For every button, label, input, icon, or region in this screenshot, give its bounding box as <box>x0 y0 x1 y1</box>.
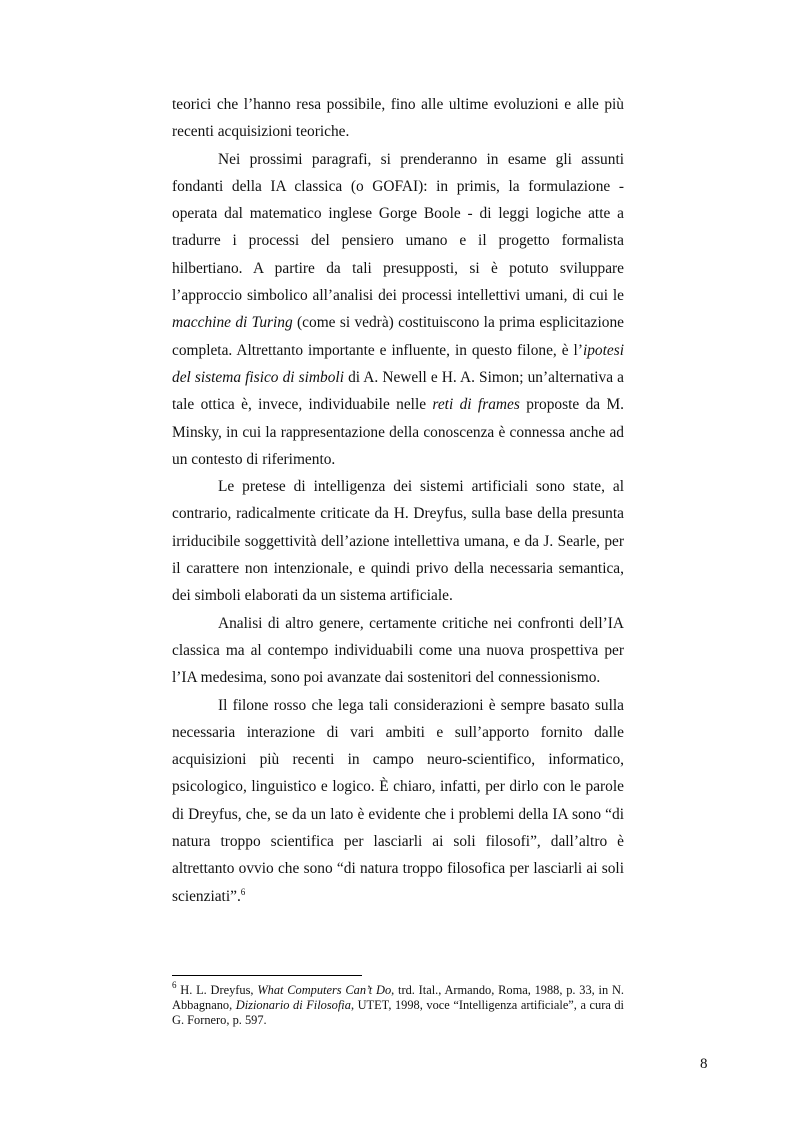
text-run: di A. Newell e H. A. Simon; un’alternativa a tale ottica è, invece, individuabile nelle <box>172 368 624 414</box>
text-run: , trd. Ital., Armando, Roma, 1988, p. 33, in N. Abbagnano, <box>172 983 624 1012</box>
paragraph-gofai <box>172 146 624 474</box>
paragraph-connectionism: Analisi di altro genere, certamente critiche nei confronti dell’IA classica ma al contempo individuabili come una nuova prospettiva per l’IA medesima, sono poi avanzate dai sostenitori del connessionismo. <box>172 614 624 687</box>
page-body <box>172 91 624 910</box>
page-number: 8 <box>700 1056 708 1072</box>
footnote-separator <box>172 975 362 976</box>
text-run: proposte da M. Minsky, in cui la rappresentazione della conoscenza è connessa anche ad un contesto di riferimento. <box>172 396 624 468</box>
text-run: Il filone rosso che lega tali considerazioni è sempre basato sulla necessaria interazione di vari ambiti e sull’apporto fornito dalle acquisizioni più recenti in campo neuro-scientifico, informatico, psicologico, linguistico e logico. È chiaro, infatti, per dirlo con le parole di Dreyfus, che, se da un lato è evidente che i problemi della IA sono “di natura troppo scientifica per lasciarli ai soli filosofi”, dall’altro è altrettanto ovvio che sono “di natura troppo filosofica per lasciarli ai soli scienziati”. <box>172 696 624 905</box>
italic-term: reti di frames <box>432 396 520 414</box>
italic-term: ipotesi del sistema fisico di simboli <box>172 341 624 386</box>
footnote <box>172 980 624 1028</box>
paragraph-conclusion <box>172 692 624 910</box>
italic-title: Dizionario di Filosofia <box>235 998 351 1012</box>
footnote-mark: 6 <box>172 980 177 990</box>
footnote-reference[interactable]: 6 <box>240 886 246 897</box>
paragraph-critiques: Le pretese di intelligenza dei sistemi artificiali sono state, al contrario, radicalmente criticate da H. Dreyfus, sulla base della presunta irriducibile soggettività dell’azione intellettiva umana, e da J. Searle, per il carattere non intenzionale, e quindi privo della necessaria semantica, dei simboli elaborati da un sistema artificiale. <box>172 478 624 605</box>
paragraph-continued: teorici che l’hanno resa possibile, fino alle ultime evoluzioni e alle più recenti acquisizioni teoriche. <box>172 96 624 141</box>
text-run: (come si vedrà) costituiscono la prima esplicitazione completa. Altrettanto importante e influente, in questo filone, è l’ <box>172 314 624 359</box>
text-run: , UTET, 1998, voce “Intelligenza artificiale”, a cura di G. Fornero, p. 597. <box>172 998 624 1027</box>
text-run: H. L. Dreyfus, <box>176 983 258 997</box>
text-run: Nei prossimi paragrafi, si prenderanno in esame gli assunti fondanti della IA classica (o GOFAI): in primis, la formulazione - operata dal matematico inglese Gorge Boole - di leggi logiche atte a tradurre i processi del pensiero umano e il progetto formalista hilbertiano. A partire da tali presupposti, si è potuto sviluppare l’approccio simbolico all’analisi dei processi intellettivi umani, di cui le <box>172 150 624 305</box>
italic-term: macchine di Turing <box>172 314 293 332</box>
italic-title: What Computers Can’t Do <box>257 983 392 997</box>
